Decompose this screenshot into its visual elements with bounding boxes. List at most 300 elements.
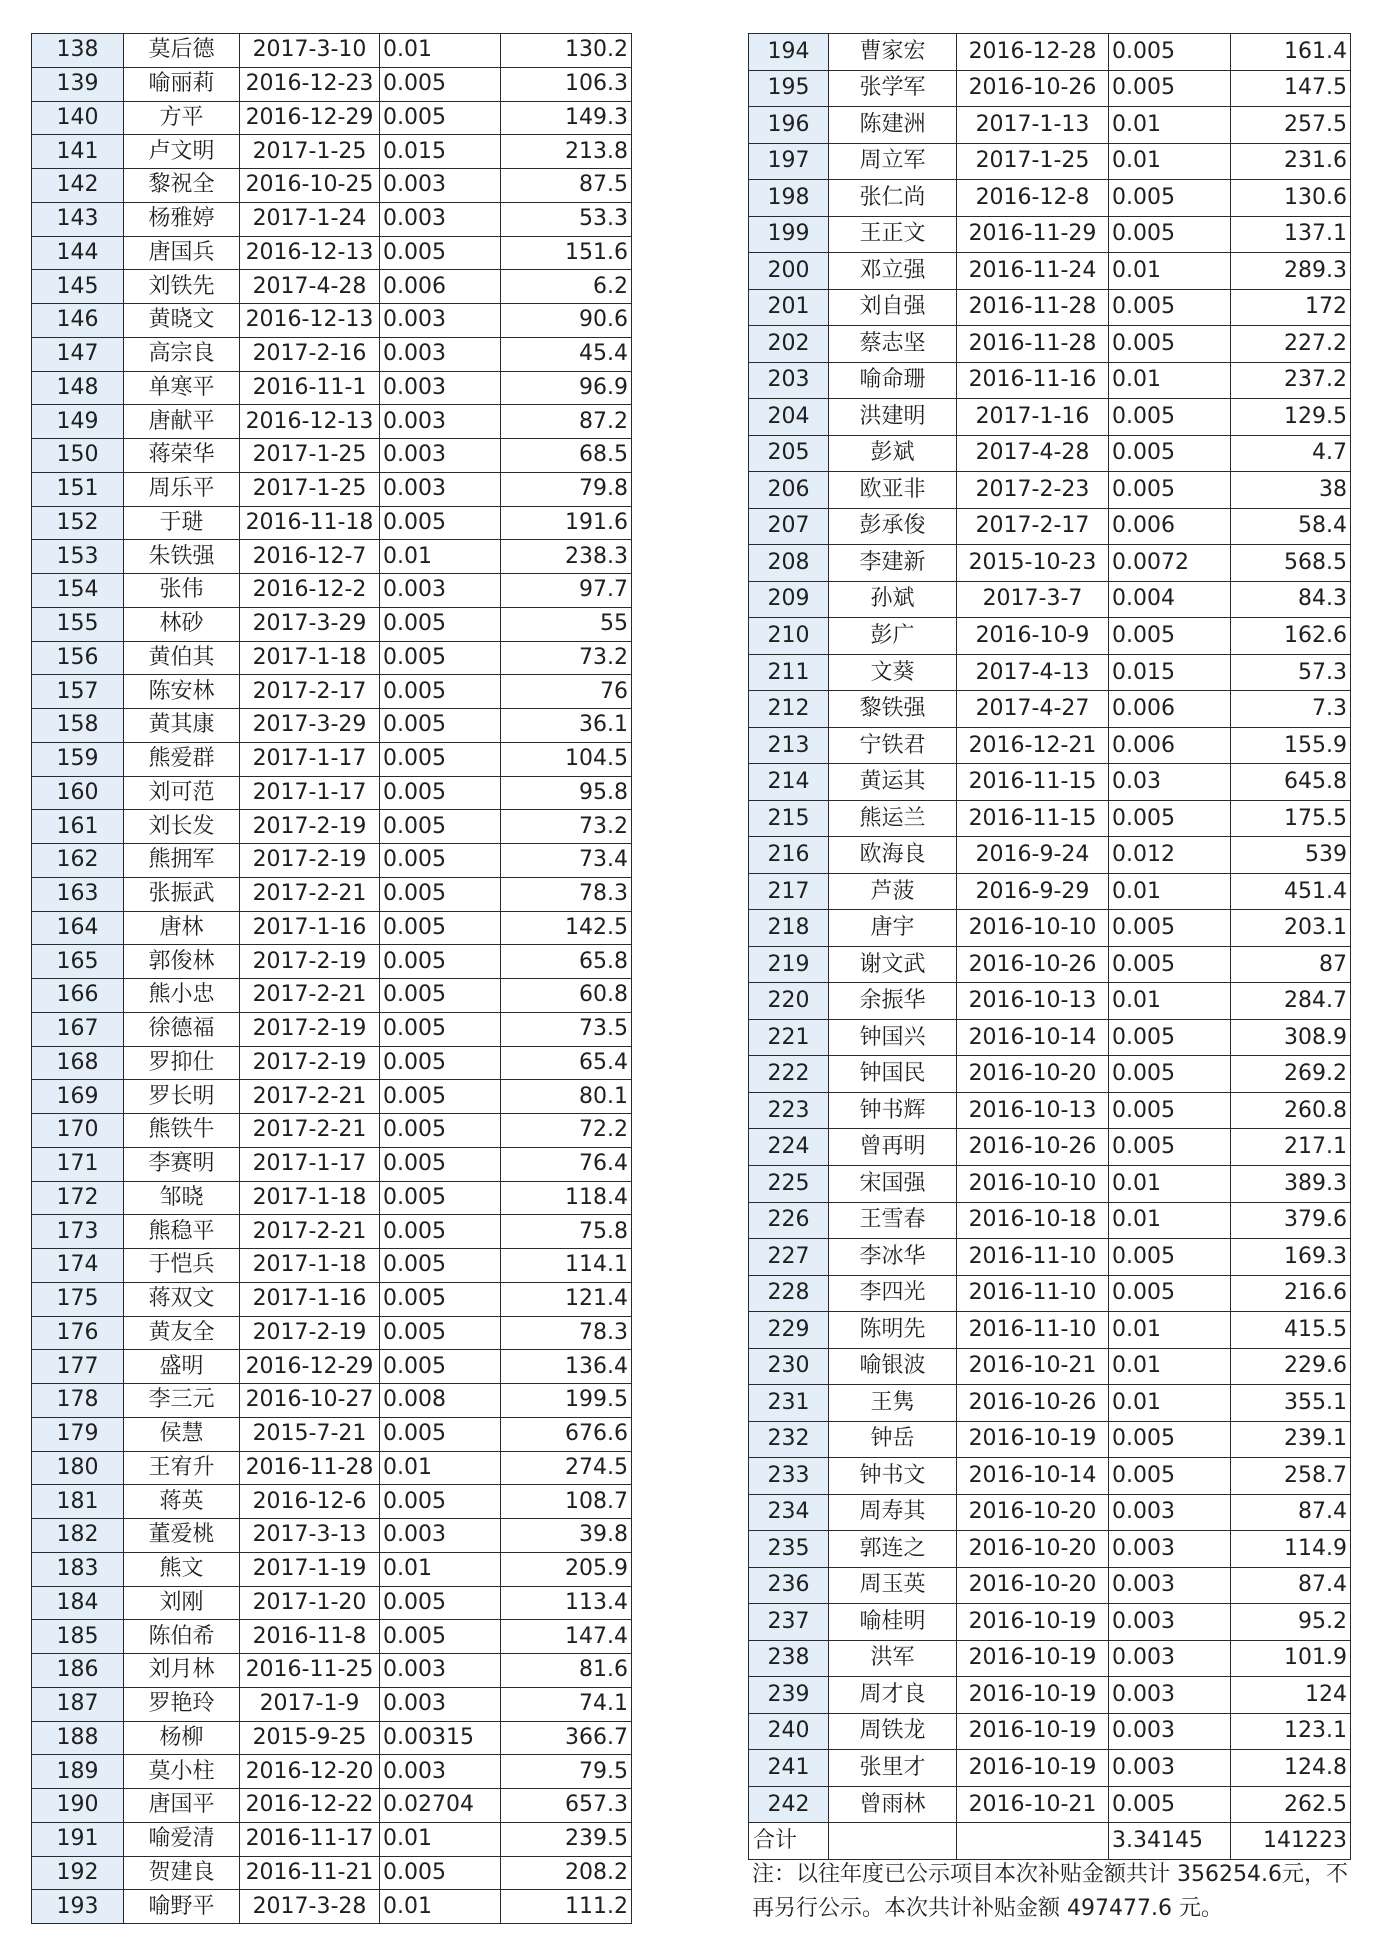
date: 2016-10-14 — [957, 1458, 1109, 1495]
left-table-body — [32, 34, 632, 1924]
table-row — [749, 508, 1351, 545]
rate: 0.005 — [1109, 70, 1231, 107]
amount: 130.6 — [1231, 180, 1351, 217]
recipient-name: 罗抑仕 — [124, 1046, 240, 1080]
total-rate-sum: 3.34145 — [1109, 1823, 1231, 1860]
date: 2016-10-14 — [957, 1019, 1109, 1056]
rate: 0.005 — [380, 810, 501, 844]
table-row — [32, 945, 632, 979]
recipient-name: 刘刚 — [124, 1586, 240, 1620]
amount: 172 — [1231, 289, 1351, 326]
date: 2016-11-1 — [240, 371, 380, 405]
date: 2017-3-28 — [240, 1890, 380, 1924]
rate: 0.003 — [1109, 1677, 1231, 1714]
recipient-name: 周立军 — [829, 143, 957, 180]
recipient-name: 林砂 — [124, 607, 240, 641]
table-row — [749, 654, 1351, 691]
rate: 0.005 — [380, 979, 501, 1013]
rate: 0.005 — [380, 1485, 501, 1519]
date: 2016-10-19 — [957, 1421, 1109, 1458]
recipient-name: 喻银波 — [829, 1348, 957, 1385]
date: 2016-10-26 — [957, 70, 1109, 107]
amount: 78.3 — [501, 1316, 632, 1350]
recipient-name: 罗长明 — [124, 1080, 240, 1114]
rate: 0.005 — [380, 709, 501, 743]
row-index: 213 — [749, 727, 829, 764]
recipient-name: 钟岳 — [829, 1421, 957, 1458]
date: 2016-10-26 — [957, 1129, 1109, 1166]
rate: 0.00315 — [380, 1721, 501, 1755]
rate: 0.01 — [1109, 143, 1231, 180]
amount: 90.6 — [501, 304, 632, 338]
row-index: 181 — [32, 1485, 124, 1519]
table-row — [749, 1567, 1351, 1604]
rate: 0.005 — [380, 1417, 501, 1451]
rate: 0.003 — [380, 304, 501, 338]
row-index: 215 — [749, 800, 829, 837]
table-row — [749, 983, 1351, 1020]
amount: 6.2 — [501, 270, 632, 304]
amount: 101.9 — [1231, 1640, 1351, 1677]
row-index: 230 — [749, 1348, 829, 1385]
recipient-name: 陈建洲 — [829, 107, 957, 144]
table-row — [749, 1202, 1351, 1239]
date: 2017-1-20 — [240, 1586, 380, 1620]
date: 2017-4-27 — [957, 691, 1109, 728]
rate: 0.006 — [380, 270, 501, 304]
date: 2016-10-21 — [957, 1786, 1109, 1823]
date: 2016-12-21 — [957, 727, 1109, 764]
row-index: 209 — [749, 581, 829, 618]
date: 2017-2-19 — [240, 1012, 380, 1046]
row-index: 155 — [32, 607, 124, 641]
date: 2016-11-25 — [240, 1654, 380, 1688]
amount: 78.3 — [501, 877, 632, 911]
row-index: 197 — [749, 143, 829, 180]
recipient-name: 王正文 — [829, 216, 957, 253]
recipient-name: 刘自强 — [829, 289, 957, 326]
row-index: 147 — [32, 337, 124, 371]
recipient-name: 张仁尚 — [829, 180, 957, 217]
date: 2015-10-23 — [957, 545, 1109, 582]
table-row — [32, 979, 632, 1013]
rate: 0.003 — [380, 202, 501, 236]
table-row — [32, 810, 632, 844]
date: 2017-2-23 — [957, 472, 1109, 509]
table-row — [32, 1721, 632, 1755]
row-index: 148 — [32, 371, 124, 405]
rate: 0.005 — [380, 101, 501, 135]
amount: 237.2 — [1231, 362, 1351, 399]
date: 2016-11-15 — [957, 800, 1109, 837]
rate: 0.003 — [1109, 1494, 1231, 1531]
rate: 0.005 — [380, 945, 501, 979]
date: 2016-10-20 — [957, 1056, 1109, 1093]
amount: 123.1 — [1231, 1713, 1351, 1750]
rate: 0.003 — [380, 1519, 501, 1553]
amount: 113.4 — [501, 1586, 632, 1620]
date: 2016-12-13 — [240, 405, 380, 439]
recipient-name: 于琎 — [124, 506, 240, 540]
rate: 0.005 — [380, 1620, 501, 1654]
rate: 0.005 — [380, 1012, 501, 1046]
rate: 0.005 — [1109, 1239, 1231, 1276]
amount: 7.3 — [1231, 691, 1351, 728]
date: 2016-10-10 — [957, 910, 1109, 947]
date: 2016-10-20 — [957, 1567, 1109, 1604]
recipient-name: 朱铁强 — [124, 540, 240, 574]
recipient-name: 曹家宏 — [829, 34, 957, 71]
table-row — [749, 727, 1351, 764]
date: 2017-3-13 — [240, 1519, 380, 1553]
rate: 0.005 — [1109, 289, 1231, 326]
table-row — [32, 844, 632, 878]
rate: 0.005 — [1109, 1458, 1231, 1495]
row-index: 145 — [32, 270, 124, 304]
amount: 95.8 — [501, 776, 632, 810]
recipient-name: 徐德福 — [124, 1012, 240, 1046]
rate: 0.005 — [380, 1215, 501, 1249]
recipient-name: 熊铁牛 — [124, 1114, 240, 1148]
row-index: 151 — [32, 472, 124, 506]
table-row — [749, 581, 1351, 618]
rate: 0.01 — [380, 1451, 501, 1485]
rate: 0.005 — [1109, 1275, 1231, 1312]
row-index: 227 — [749, 1239, 829, 1276]
date: 2016-10-10 — [957, 1165, 1109, 1202]
recipient-name: 周才良 — [829, 1677, 957, 1714]
recipient-name: 张里才 — [829, 1750, 957, 1787]
rate: 0.005 — [380, 1350, 501, 1384]
row-index: 166 — [32, 979, 124, 1013]
recipient-name: 洪建明 — [829, 399, 957, 436]
amount: 74.1 — [501, 1687, 632, 1721]
rate: 0.005 — [1109, 399, 1231, 436]
amount: 76.4 — [501, 1147, 632, 1181]
table-row — [749, 143, 1351, 180]
date: 2017-4-13 — [957, 654, 1109, 691]
rate: 0.01 — [380, 1552, 501, 1586]
table-row — [32, 1282, 632, 1316]
row-index: 238 — [749, 1640, 829, 1677]
amount: 114.9 — [1231, 1531, 1351, 1568]
recipient-name: 黄晓文 — [124, 304, 240, 338]
date: 2016-11-17 — [240, 1822, 380, 1856]
rate: 0.005 — [380, 1316, 501, 1350]
amount: 38 — [1231, 472, 1351, 509]
rate: 0.005 — [380, 911, 501, 945]
rate: 0.005 — [1109, 180, 1231, 217]
recipient-name: 盛明 — [124, 1350, 240, 1384]
row-index: 146 — [32, 304, 124, 338]
rate: 0.005 — [380, 844, 501, 878]
recipient-name: 宋国强 — [829, 1165, 957, 1202]
date: 2016-10-13 — [957, 983, 1109, 1020]
recipient-name: 王雪春 — [829, 1202, 957, 1239]
table-row — [749, 946, 1351, 983]
amount: 73.4 — [501, 844, 632, 878]
recipient-name: 郭俊林 — [124, 945, 240, 979]
date: 2017-1-18 — [240, 641, 380, 675]
date: 2016-12-29 — [240, 101, 380, 135]
date: 2017-3-7 — [957, 581, 1109, 618]
date: 2016-10-20 — [957, 1494, 1109, 1531]
table-row — [32, 101, 632, 135]
row-index: 164 — [32, 911, 124, 945]
rate: 0.005 — [1109, 216, 1231, 253]
rate: 0.01 — [1109, 873, 1231, 910]
row-index: 204 — [749, 399, 829, 436]
row-index: 222 — [749, 1056, 829, 1093]
rate: 0.005 — [380, 1114, 501, 1148]
row-index: 212 — [749, 691, 829, 728]
recipient-name: 莫小柱 — [124, 1755, 240, 1789]
amount: 239.1 — [1231, 1421, 1351, 1458]
amount: 60.8 — [501, 979, 632, 1013]
amount: 68.5 — [501, 439, 632, 473]
amount: 57.3 — [1231, 654, 1351, 691]
recipient-name: 钟书文 — [829, 1458, 957, 1495]
recipient-name: 陈明先 — [829, 1312, 957, 1349]
recipient-name: 唐宇 — [829, 910, 957, 947]
table-row — [749, 472, 1351, 509]
row-index: 144 — [32, 236, 124, 270]
row-index: 203 — [749, 362, 829, 399]
row-index: 211 — [749, 654, 829, 691]
row-index: 186 — [32, 1654, 124, 1688]
date: 2016-10-19 — [957, 1750, 1109, 1787]
date: 2016-10-19 — [957, 1640, 1109, 1677]
total-amount-sum: 141223 — [1231, 1823, 1351, 1860]
amount: 149.3 — [501, 101, 632, 135]
table-row — [32, 472, 632, 506]
amount: 55 — [501, 607, 632, 641]
amount: 75.8 — [501, 1215, 632, 1249]
row-index: 141 — [32, 135, 124, 169]
rate: 0.003 — [380, 337, 501, 371]
amount: 130.2 — [501, 34, 632, 68]
table-row — [749, 34, 1351, 71]
rate: 0.01 — [1109, 1385, 1231, 1422]
date: 2016-12-13 — [240, 304, 380, 338]
row-index: 237 — [749, 1604, 829, 1641]
table-row — [749, 1640, 1351, 1677]
row-index: 187 — [32, 1687, 124, 1721]
table-row — [749, 1713, 1351, 1750]
table-row — [32, 911, 632, 945]
date: 2016-10-26 — [957, 1385, 1109, 1422]
date: 2016-12-7 — [240, 540, 380, 574]
date: 2017-1-19 — [240, 1552, 380, 1586]
table-row — [749, 691, 1351, 728]
rate: 0.01 — [1109, 1348, 1231, 1385]
table-row — [749, 362, 1351, 399]
date: 2017-1-17 — [240, 776, 380, 810]
table-row — [32, 34, 632, 68]
table-row — [749, 1385, 1351, 1422]
date: 2016-12-29 — [240, 1350, 380, 1384]
rate: 0.005 — [1109, 1129, 1231, 1166]
row-index: 165 — [32, 945, 124, 979]
amount: 238.3 — [501, 540, 632, 574]
date: 2017-1-13 — [957, 107, 1109, 144]
row-index: 234 — [749, 1494, 829, 1531]
date: 2016-11-15 — [957, 764, 1109, 801]
row-index: 210 — [749, 618, 829, 655]
table-row — [749, 1092, 1351, 1129]
recipient-name: 王隽 — [829, 1385, 957, 1422]
recipient-name: 唐林 — [124, 911, 240, 945]
recipient-name: 喻爱清 — [124, 1822, 240, 1856]
rate: 0.01 — [1109, 1165, 1231, 1202]
row-index: 188 — [32, 1721, 124, 1755]
row-index: 162 — [32, 844, 124, 878]
date: 2016-11-28 — [957, 289, 1109, 326]
rate: 0.005 — [380, 1856, 501, 1890]
date: 2017-3-29 — [240, 709, 380, 743]
recipient-name: 卢文明 — [124, 135, 240, 169]
date: 2016-10-19 — [957, 1713, 1109, 1750]
row-index: 149 — [32, 405, 124, 439]
rate: 0.02704 — [380, 1789, 501, 1823]
recipient-name: 彭斌 — [829, 435, 957, 472]
row-index: 153 — [32, 540, 124, 574]
total-name-empty — [829, 1823, 957, 1860]
recipient-name: 陈安林 — [124, 675, 240, 709]
table-row — [32, 1620, 632, 1654]
rate: 0.01 — [380, 34, 501, 68]
date: 2016-10-27 — [240, 1384, 380, 1418]
table-row — [749, 180, 1351, 217]
table-row — [749, 216, 1351, 253]
table-row — [749, 1458, 1351, 1495]
date: 2017-1-25 — [240, 135, 380, 169]
recipient-name: 钟国民 — [829, 1056, 957, 1093]
date: 2016-9-29 — [957, 873, 1109, 910]
row-index: 150 — [32, 439, 124, 473]
row-index: 180 — [32, 1451, 124, 1485]
date: 2016-10-21 — [957, 1348, 1109, 1385]
table-row — [749, 1677, 1351, 1714]
amount: 79.5 — [501, 1755, 632, 1789]
date: 2017-2-19 — [240, 1316, 380, 1350]
date: 2016-11-28 — [240, 1451, 380, 1485]
row-index: 216 — [749, 837, 829, 874]
amount: 205.9 — [501, 1552, 632, 1586]
recipient-name: 钟国兴 — [829, 1019, 957, 1056]
amount: 274.5 — [501, 1451, 632, 1485]
table-row — [749, 800, 1351, 837]
rate: 0.003 — [380, 574, 501, 608]
row-index: 219 — [749, 946, 829, 983]
table-row — [32, 506, 632, 540]
rate: 0.003 — [1109, 1640, 1231, 1677]
row-index: 205 — [749, 435, 829, 472]
table-row — [749, 253, 1351, 290]
amount: 175.5 — [1231, 800, 1351, 837]
recipient-name: 余振华 — [829, 983, 957, 1020]
date: 2017-1-16 — [957, 399, 1109, 436]
amount: 4.7 — [1231, 435, 1351, 472]
date: 2017-4-28 — [957, 435, 1109, 472]
recipient-name: 方平 — [124, 101, 240, 135]
table-row — [749, 1129, 1351, 1166]
rate: 0.006 — [1109, 508, 1231, 545]
table-row — [32, 1181, 632, 1215]
row-index: 214 — [749, 764, 829, 801]
recipient-name: 蔡志坚 — [829, 326, 957, 363]
table-row — [749, 910, 1351, 947]
amount: 129.5 — [1231, 399, 1351, 436]
amount: 45.4 — [501, 337, 632, 371]
row-index: 231 — [749, 1385, 829, 1422]
recipient-name: 曾再明 — [829, 1129, 957, 1166]
rate: 0.03 — [1109, 764, 1231, 801]
recipient-name: 刘月林 — [124, 1654, 240, 1688]
date: 2017-1-16 — [240, 911, 380, 945]
row-index: 241 — [749, 1750, 829, 1787]
rate: 0.01 — [1109, 107, 1231, 144]
recipient-name: 熊运兰 — [829, 800, 957, 837]
row-index: 179 — [32, 1417, 124, 1451]
date: 2016-11-10 — [957, 1239, 1109, 1276]
table-row — [32, 540, 632, 574]
row-index: 174 — [32, 1249, 124, 1283]
amount: 262.5 — [1231, 1786, 1351, 1823]
table-row — [32, 1012, 632, 1046]
amount: 162.6 — [1231, 618, 1351, 655]
recipient-name: 彭承俊 — [829, 508, 957, 545]
row-index: 170 — [32, 1114, 124, 1148]
table-row — [749, 764, 1351, 801]
row-index: 235 — [749, 1531, 829, 1568]
row-index: 240 — [749, 1713, 829, 1750]
rate: 0.003 — [380, 439, 501, 473]
recipient-name: 芦菠 — [829, 873, 957, 910]
row-index: 177 — [32, 1350, 124, 1384]
amount: 104.5 — [501, 742, 632, 776]
table-row — [32, 675, 632, 709]
date: 2016-10-25 — [240, 169, 380, 203]
rate: 0.003 — [380, 1755, 501, 1789]
row-index: 142 — [32, 169, 124, 203]
recipient-name: 罗艳玲 — [124, 1687, 240, 1721]
rate: 0.005 — [380, 1080, 501, 1114]
amount: 79.8 — [501, 472, 632, 506]
row-index: 193 — [32, 1890, 124, 1924]
recipient-name: 邓立强 — [829, 253, 957, 290]
amount: 379.6 — [1231, 1202, 1351, 1239]
amount: 73.2 — [501, 810, 632, 844]
recipient-name: 李四光 — [829, 1275, 957, 1312]
rate: 0.005 — [380, 1147, 501, 1181]
recipient-name: 喻桂明 — [829, 1604, 957, 1641]
table-row — [749, 1165, 1351, 1202]
amount: 97.7 — [501, 574, 632, 608]
table-row — [749, 107, 1351, 144]
table-row — [749, 873, 1351, 910]
recipient-name: 杨雅婷 — [124, 202, 240, 236]
amount: 539 — [1231, 837, 1351, 874]
row-index: 239 — [749, 1677, 829, 1714]
rate: 0.003 — [380, 1687, 501, 1721]
amount: 199.5 — [501, 1384, 632, 1418]
date: 2016-10-13 — [957, 1092, 1109, 1129]
date: 2016-11-10 — [957, 1275, 1109, 1312]
row-index: 140 — [32, 101, 124, 135]
amount: 121.4 — [501, 1282, 632, 1316]
table-row — [32, 1147, 632, 1181]
